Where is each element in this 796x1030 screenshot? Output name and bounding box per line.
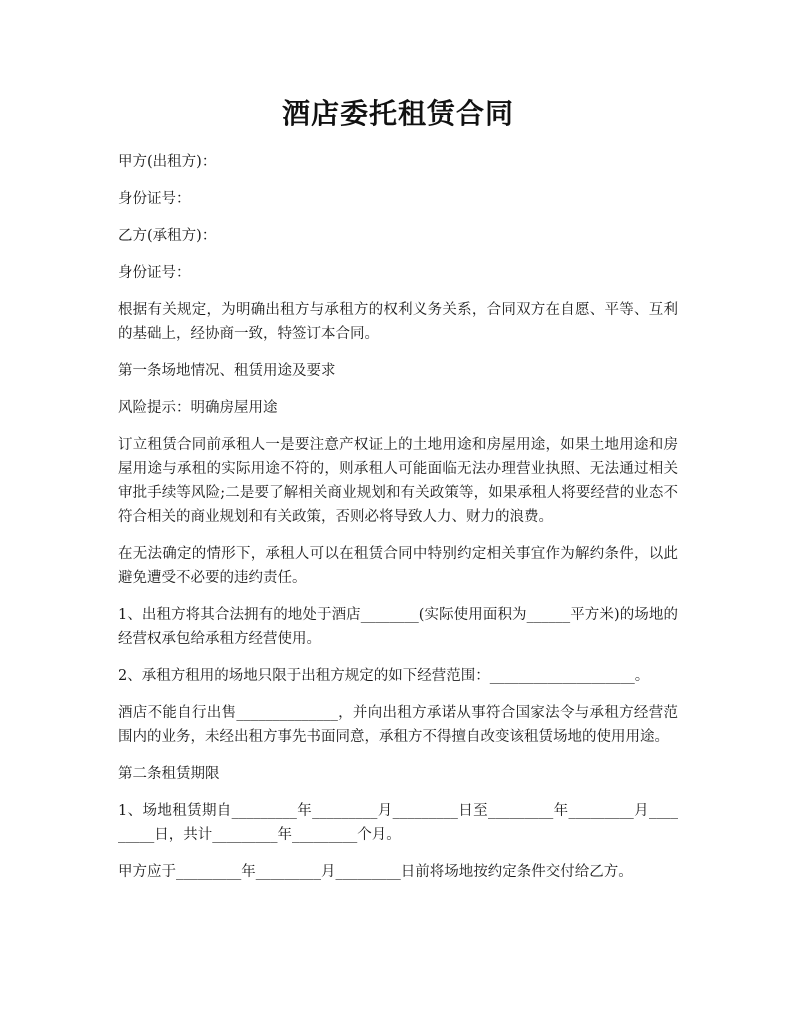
party-a-id-label: 身份证号： (118, 191, 191, 207)
clause-2-1: 1、场地租赁期自_________年_________月_________日至_________年_________月_________日，共计_________年_________个月。 (118, 803, 678, 843)
risk-tip: 风险提示：明确房屋用途 (118, 400, 278, 416)
article-2-heading: 第二条租赁期限 (118, 766, 220, 782)
article-1-heading: 第一条场地情况、租赁用途及要求 (118, 363, 336, 379)
risk-explanation-paragraph: 订立租赁合同前承租人一是要注意产权证上的土地用途和房屋用途，如果土地用途和房屋用途与承租的实际用途不符的，则承租人可能面临无法办理营业执照、无法通过相关审批手续等风险;二是要了解相关商业规划和有关政策等，如果承租人将要经营的业态不符合相关的商业规划和有关政策，否则必将导致人力、财力的浪费。 (118, 437, 678, 525)
clause-2-2: 甲方应于_________年_________月_________日前将场地按约定条件交付给乙方。 (118, 864, 633, 880)
clause-1-1: 1、出租方将其合法拥有的地处于酒店________(实际使用面积为______平方米)的场地的经营权承包给承租方经营使用。 (118, 607, 678, 647)
termination-condition-paragraph: 在无法确定的情形下，承租人可以在租赁合同中特别约定相关事宜作为解约条件，以此避免遭受不必要的违约责任。 (118, 546, 678, 586)
preamble-paragraph: 根据有关规定，为明确出租方与承租方的权利义务关系，合同双方在自愿、平等、互利的基础上，经协商一致，特签订本合同。 (118, 302, 678, 342)
clause-1-2: 2、承租方租用的场地只限于出租方规定的如下经营范围：____________________。 (118, 668, 650, 684)
document-body (118, 150, 678, 884)
party-a-label: 甲方(出租方)： (118, 154, 217, 170)
party-b-id-label: 身份证号： (118, 265, 191, 281)
document-title: 酒店委托租赁合同 (281, 97, 514, 130)
party-b-label: 乙方(承租方)： (118, 228, 217, 244)
clause-1-3: 酒店不能自行出售______________，并向出租方承诺从事符合国家法令与承租方经营范围内的业务，未经出租方事先书面同意，承租方不得擅自改变该租赁场地的使用用途。 (118, 705, 678, 745)
